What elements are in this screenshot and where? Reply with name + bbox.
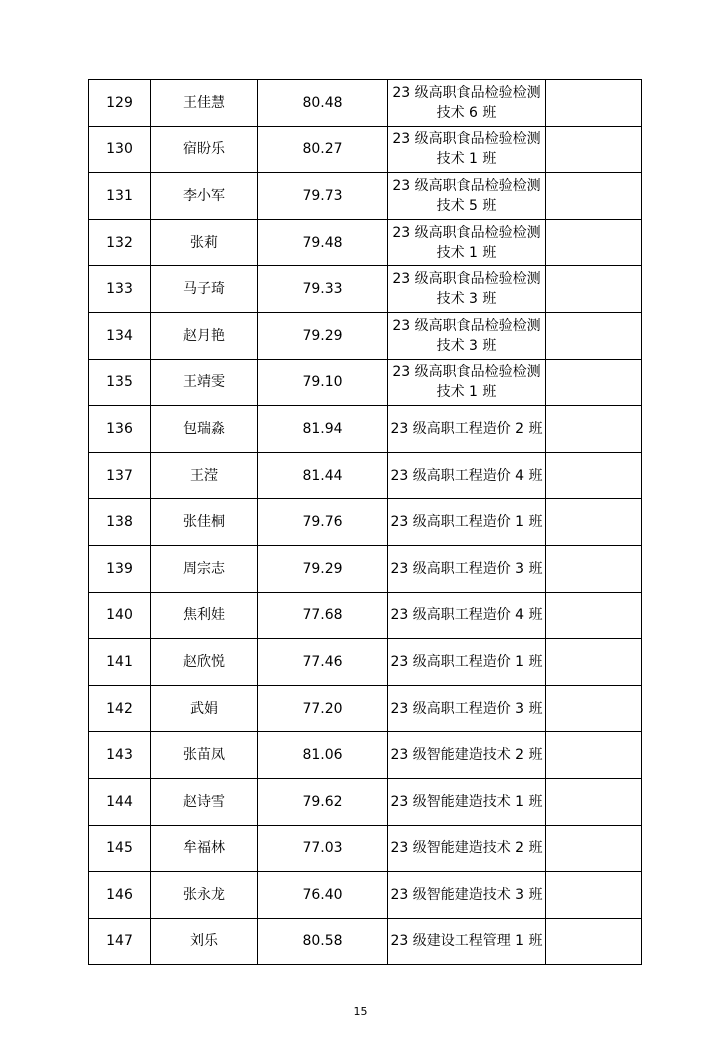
class-name: 23 级智能建造技术 2 班 bbox=[388, 732, 546, 779]
class-name: 23 级高职食品检验检测技术 6 班 bbox=[388, 80, 546, 127]
class-name: 23 级高职食品检验检测技术 5 班 bbox=[388, 173, 546, 220]
student-name: 包瑞淼 bbox=[151, 406, 258, 453]
student-name: 张苗凤 bbox=[151, 732, 258, 779]
student-name: 赵诗雪 bbox=[151, 778, 258, 825]
table-row bbox=[89, 219, 642, 266]
student-name: 周宗志 bbox=[151, 545, 258, 592]
class-name: 23 级高职工程造价 4 班 bbox=[388, 452, 546, 499]
row-number: 139 bbox=[89, 545, 151, 592]
row-number: 138 bbox=[89, 499, 151, 546]
score-value: 76.40 bbox=[258, 872, 388, 919]
row-number: 145 bbox=[89, 825, 151, 872]
table-row bbox=[89, 312, 642, 359]
table-row bbox=[89, 545, 642, 592]
remark-cell bbox=[546, 219, 642, 266]
remark-cell bbox=[546, 173, 642, 220]
remark-cell bbox=[546, 592, 642, 639]
student-name: 王靖雯 bbox=[151, 359, 258, 406]
table-row bbox=[89, 80, 642, 127]
row-number: 136 bbox=[89, 406, 151, 453]
table-row bbox=[89, 685, 642, 732]
score-value: 80.27 bbox=[258, 126, 388, 173]
row-number: 135 bbox=[89, 359, 151, 406]
row-number: 131 bbox=[89, 173, 151, 220]
student-name: 马子琦 bbox=[151, 266, 258, 313]
class-name: 23 级高职工程造价 3 班 bbox=[388, 685, 546, 732]
class-name: 23 级高职食品检验检测技术 1 班 bbox=[388, 219, 546, 266]
class-name: 23 级高职食品检验检测技术 1 班 bbox=[388, 126, 546, 173]
table-row bbox=[89, 359, 642, 406]
remark-cell bbox=[546, 499, 642, 546]
score-value: 79.62 bbox=[258, 778, 388, 825]
table-row bbox=[89, 778, 642, 825]
remark-cell bbox=[546, 732, 642, 779]
row-number: 146 bbox=[89, 872, 151, 919]
class-name: 23 级高职工程造价 4 班 bbox=[388, 592, 546, 639]
row-number: 129 bbox=[89, 80, 151, 127]
score-value: 77.03 bbox=[258, 825, 388, 872]
student-name: 张永龙 bbox=[151, 872, 258, 919]
class-name: 23 级智能建造技术 3 班 bbox=[388, 872, 546, 919]
class-name: 23 级智能建造技术 2 班 bbox=[388, 825, 546, 872]
class-name: 23 级高职工程造价 2 班 bbox=[388, 406, 546, 453]
remark-cell bbox=[546, 545, 642, 592]
table-row bbox=[89, 266, 642, 313]
remark-cell bbox=[546, 685, 642, 732]
student-name: 赵月艳 bbox=[151, 312, 258, 359]
page-number: 15 bbox=[353, 1005, 368, 1018]
table-row bbox=[89, 126, 642, 173]
remark-cell bbox=[546, 266, 642, 313]
remark-cell bbox=[546, 126, 642, 173]
table-row bbox=[89, 592, 642, 639]
student-name: 宿盼乐 bbox=[151, 126, 258, 173]
row-number: 137 bbox=[89, 452, 151, 499]
remark-cell bbox=[546, 778, 642, 825]
class-name: 23 级建设工程管理 1 班 bbox=[388, 918, 546, 965]
table-row bbox=[89, 452, 642, 499]
score-table bbox=[88, 79, 642, 965]
student-name: 李小军 bbox=[151, 173, 258, 220]
student-name: 焦利娃 bbox=[151, 592, 258, 639]
class-name: 23 级高职工程造价 1 班 bbox=[388, 499, 546, 546]
table-row bbox=[89, 918, 642, 965]
score-value: 81.94 bbox=[258, 406, 388, 453]
score-value: 80.48 bbox=[258, 80, 388, 127]
remark-cell bbox=[546, 825, 642, 872]
row-number: 147 bbox=[89, 918, 151, 965]
student-name: 张莉 bbox=[151, 219, 258, 266]
student-name: 刘乐 bbox=[151, 918, 258, 965]
remark-cell bbox=[546, 359, 642, 406]
table-row bbox=[89, 732, 642, 779]
score-value: 79.48 bbox=[258, 219, 388, 266]
row-number: 130 bbox=[89, 126, 151, 173]
row-number: 133 bbox=[89, 266, 151, 313]
score-value: 79.76 bbox=[258, 499, 388, 546]
row-number: 140 bbox=[89, 592, 151, 639]
table-row bbox=[89, 499, 642, 546]
row-number: 141 bbox=[89, 639, 151, 686]
table-row bbox=[89, 639, 642, 686]
table-row bbox=[89, 872, 642, 919]
score-value: 77.20 bbox=[258, 685, 388, 732]
score-value: 79.29 bbox=[258, 545, 388, 592]
class-name: 23 级高职工程造价 1 班 bbox=[388, 639, 546, 686]
row-number: 143 bbox=[89, 732, 151, 779]
score-value: 77.46 bbox=[258, 639, 388, 686]
class-name: 23 级智能建造技术 1 班 bbox=[388, 778, 546, 825]
score-value: 80.58 bbox=[258, 918, 388, 965]
remark-cell bbox=[546, 452, 642, 499]
student-name: 赵欣悦 bbox=[151, 639, 258, 686]
remark-cell bbox=[546, 918, 642, 965]
student-name: 张佳桐 bbox=[151, 499, 258, 546]
class-name: 23 级高职食品检验检测技术 3 班 bbox=[388, 312, 546, 359]
remark-cell bbox=[546, 312, 642, 359]
remark-cell bbox=[546, 80, 642, 127]
score-value: 79.73 bbox=[258, 173, 388, 220]
score-value: 81.06 bbox=[258, 732, 388, 779]
row-number: 144 bbox=[89, 778, 151, 825]
score-value: 79.33 bbox=[258, 266, 388, 313]
student-name: 王佳慧 bbox=[151, 80, 258, 127]
row-number: 134 bbox=[89, 312, 151, 359]
remark-cell bbox=[546, 406, 642, 453]
table-row bbox=[89, 406, 642, 453]
remark-cell bbox=[546, 872, 642, 919]
class-name: 23 级高职食品检验检测技术 3 班 bbox=[388, 266, 546, 313]
remark-cell bbox=[546, 639, 642, 686]
table-row bbox=[89, 173, 642, 220]
score-value: 77.68 bbox=[258, 592, 388, 639]
row-number: 142 bbox=[89, 685, 151, 732]
student-name: 牟福林 bbox=[151, 825, 258, 872]
score-value: 79.10 bbox=[258, 359, 388, 406]
class-name: 23 级高职工程造价 3 班 bbox=[388, 545, 546, 592]
table-body bbox=[89, 80, 642, 965]
score-value: 79.29 bbox=[258, 312, 388, 359]
row-number: 132 bbox=[89, 219, 151, 266]
class-name: 23 级高职食品检验检测技术 1 班 bbox=[388, 359, 546, 406]
score-value: 81.44 bbox=[258, 452, 388, 499]
table-row bbox=[89, 825, 642, 872]
student-name: 王滢 bbox=[151, 452, 258, 499]
student-name: 武娟 bbox=[151, 685, 258, 732]
